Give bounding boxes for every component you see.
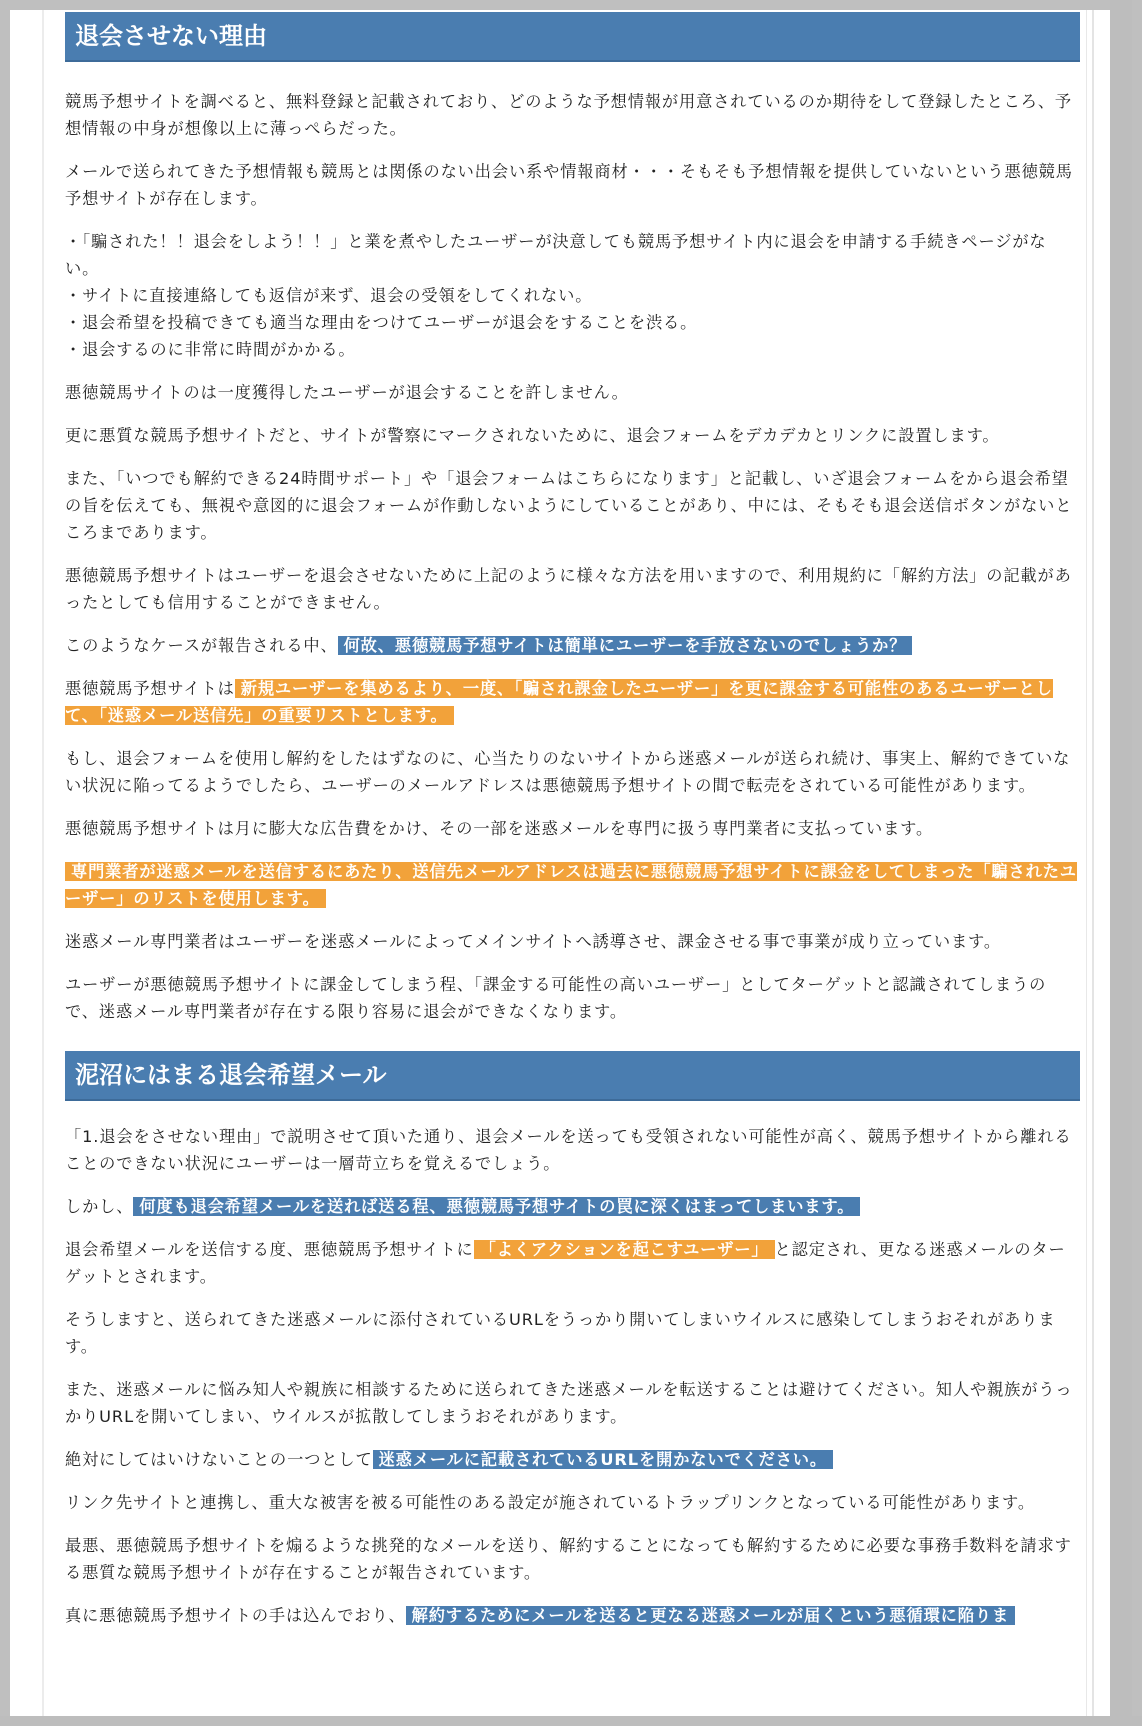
paragraph: 悪徳競馬予想サイトはユーザーを退会させないために上記のように様々な方法を用いますので、利用規約に「解約方法」の記載があったとしても信用することができません。: [65, 566, 1072, 612]
bullet-item: ・退会するのに非常に時間がかかる。: [65, 340, 356, 359]
orange-highlight: 専門業者が迷惑メールを送信するにあたり、送信先メールアドレスは過去に悪徳競馬予想サイトに課金をしてしまった「騙されたユーザー」のリストを使用します。: [65, 862, 1077, 908]
blue-highlight: 何故、悪徳競馬予想サイトは簡単にユーザーを手放さないのでしょうか？: [338, 636, 913, 655]
paragraph: 競馬予想サイトを調べると、無料登録と記載されており、どのような予想情報が用意されているのか期待をして登録したところ、予想情報の中身が想像以上に薄っぺらだった。: [65, 92, 1073, 138]
paragraph: [65, 1236, 1080, 1290]
bullet-item: ・退会希望を投稿できても適当な理由をつけてユーザーが退会をすることを渋る。: [65, 313, 698, 332]
paragraph: リンク先サイトと連携し、重大な被害を被る可能性のある設定が施されているトラップリンクとなっている可能性があります。: [65, 1493, 1035, 1512]
blue-highlight: 迷惑メールに記載されているURLを開かないでください。: [373, 1450, 833, 1469]
scrollbar[interactable]: [1110, 0, 1132, 1726]
paragraph: 「1.退会をさせない理由」で説明させて頂いた通り、退会メールを送っても受領されない可能性が高く、競馬予想サイトから離れることのできない状況にユーザーは一層苛立ちを覚えるでしょう。: [65, 1127, 1072, 1173]
bullet-item: ・「騙された！！退会をしよう！！」と業を煮やしたユーザーが決意しても競馬予想サイト内に退会を申請する手続きページがない。: [65, 232, 1047, 278]
section-heading-withdrawal-mail: 泥沼にはまる退会希望メール: [65, 1051, 1080, 1101]
right-column-rule-2: [1092, 10, 1094, 1716]
paragraph-text: しかし、: [65, 1197, 134, 1216]
bullet-list-paragraph: [65, 228, 1080, 363]
paragraph: [65, 675, 1080, 729]
orange-highlight: 新規ユーザーを集めるより、一度、「騙され課金したユーザー」を更に課金する可能性のあるユーザーとして、「迷惑メール送信先」の重要リストとします。: [65, 679, 1053, 725]
paragraph: [65, 632, 1080, 659]
blue-highlight: 解約するためにメールを送ると更なる迷惑メールが届くという悪循環に陥りま: [406, 1606, 1015, 1625]
paragraph-text: 真に悪徳競馬予想サイトの手は込んでおり、: [65, 1606, 406, 1625]
paragraph: [65, 858, 1080, 912]
paragraph: 更に悪質な競馬予想サイトだと、サイトが警察にマークされないために、退会フォームをデカデカとリンクに設置します。: [65, 426, 1000, 445]
paragraph: [65, 1193, 1080, 1220]
paragraph: 最悪、悪徳競馬予想サイトを煽るような挑発的なメールを送り、解約することになっても解約するために必要な事務手数料を請求する悪質な競馬予想サイトが存在することが報告されています。: [65, 1536, 1072, 1582]
bottom-border: [0, 1716, 1142, 1726]
article-body: [65, 12, 1080, 1645]
paragraph: 悪徳競馬サイトのは一度獲得したユーザーが退会することを許しません。: [65, 383, 629, 402]
paragraph: 迷惑メール専門業者はユーザーを迷惑メールによってメインサイトへ誘導させ、課金させる事で事業が成り立っています。: [65, 932, 1001, 951]
page-frame: [10, 10, 1110, 1716]
paragraph-text: 悪徳競馬予想サイトは: [65, 679, 235, 698]
section-heading-reasons: 退会させない理由: [65, 12, 1080, 62]
paragraph: また、「いつでも解約できる24時間サポート」や「退会フォームはこちらになります」と記載し、いざ退会フォームをから退会希望の旨を伝えても、無視や意図的に退会フォームが作動しないようにしていることがあり、中には、そもそも退会送信ボタンがないところまであります。: [65, 469, 1073, 542]
paragraph: そうしますと、送られてきた迷惑メールに添付されているURLをうっかり開いてしまいウイルスに感染してしまうおそれがあります。: [65, 1310, 1056, 1356]
right-column-rule: [1086, 10, 1087, 1716]
paragraph: 悪徳競馬予想サイトは月に膨大な広告費をかけ、その一部を迷惑メールを専門に扱う専門業者に支払っています。: [65, 819, 934, 838]
paragraph: ユーザーが悪徳競馬予想サイトに課金してしまう程、「課金する可能性の高いユーザー」としてターゲットと認識されてしまうので、迷惑メール専門業者が存在する限り容易に退会ができなくなります。: [65, 975, 1047, 1021]
paragraph-text: 絶対にしてはいけないことの一つとして: [65, 1450, 373, 1469]
paragraph: [65, 1602, 1080, 1629]
paragraph: また、迷惑メールに悩み知人や親族に相談するために送られてきた迷惑メールを転送することは避けてください。知人や親族がうっかりURLを開いてしまい、ウイルスが拡散してしまうおそれがあります。: [65, 1380, 1073, 1426]
bullet-item: ・サイトに直接連絡しても返信が来ず、退会の受領をしてくれない。: [65, 286, 593, 305]
paragraph: [65, 1446, 1080, 1473]
left-column-rule: [42, 10, 44, 1716]
paragraph: もし、退会フォームを使用し解約をしたはずなのに、心当たりのないサイトから迷惑メールが送られ続け、事実上、解約できていない状況に陥ってるようでしたら、ユーザーのメールアドレスは悪徳競馬予想サイトの間で転売をされている可能性があります。: [65, 749, 1071, 795]
paragraph-text: と認定され、更なる迷惑メールのターゲットとされます。: [65, 1240, 1066, 1286]
paragraph-text: このようなケースが報告される中、: [65, 636, 338, 655]
paragraph-text: 退会希望メールを送信する度、悪徳競馬予想サイトに: [65, 1240, 474, 1259]
blue-highlight: 何度も退会希望メールを送れば送る程、悪徳競馬予想サイトの罠に深くはまってしまいます。: [133, 1197, 860, 1216]
paragraph: メールで送られてきた予想情報も競馬とは関係のない出会い系や情報商材・・・そもそも予想情報を提供していないという悪徳競馬予想サイトが存在します。: [65, 162, 1073, 208]
orange-highlight: 「よくアクションを起こすユーザー」: [474, 1240, 775, 1259]
